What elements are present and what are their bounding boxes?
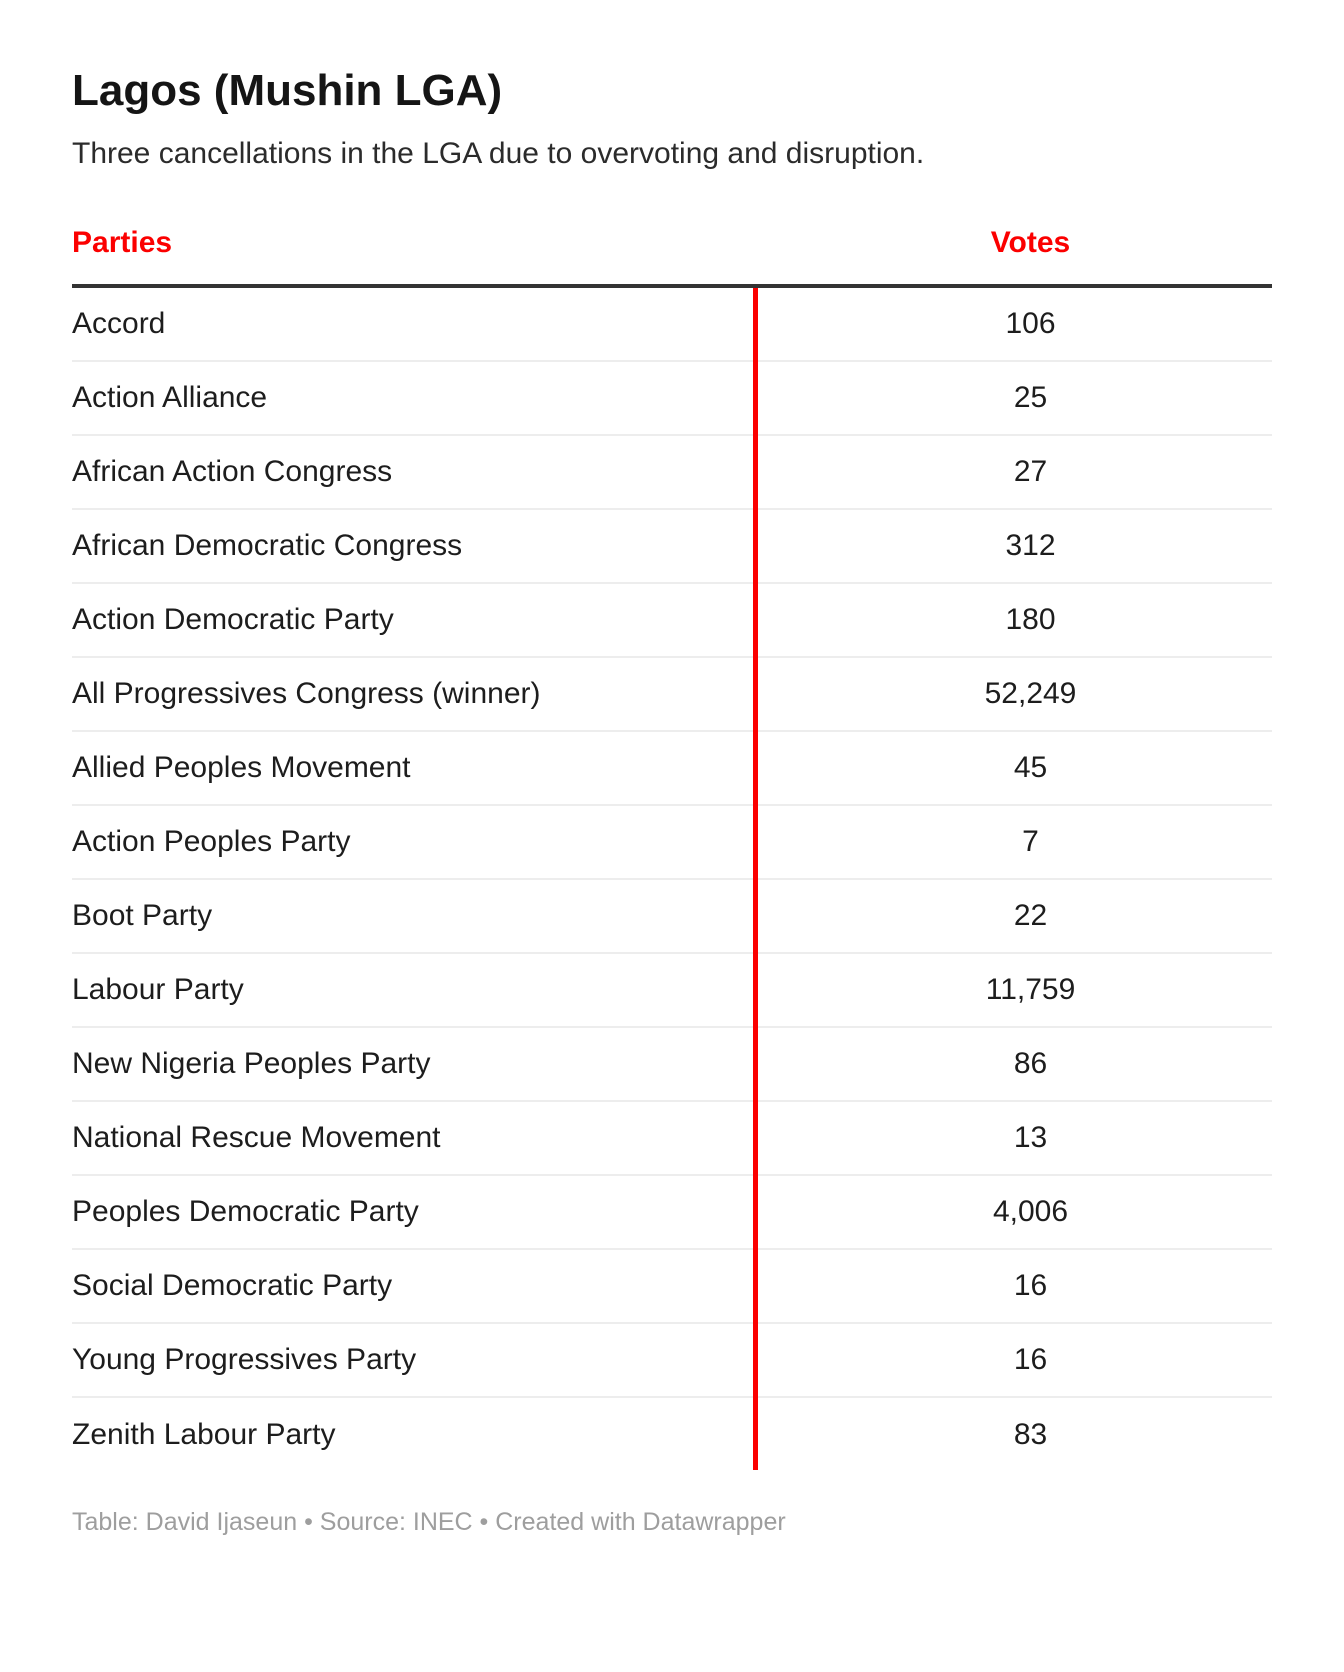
party-name-cell: National Rescue Movement [72, 1121, 441, 1154]
votes-value-cell: 25 [1013, 381, 1048, 414]
votes-value-cell: 22 [1013, 899, 1048, 932]
votes-value-cell: 16 [1013, 1269, 1048, 1302]
table-row [72, 658, 1272, 732]
table-row [72, 510, 1272, 584]
page-title: Lagos (Mushin LGA) [72, 66, 503, 115]
column-separator-line [753, 288, 758, 1470]
votes-value-cell: 7 [1022, 825, 1039, 858]
votes-value-cell: 180 [1005, 603, 1056, 636]
table-row [72, 1176, 1272, 1250]
table-row [72, 954, 1272, 1028]
table-column-headers [72, 225, 1272, 261]
party-name-cell: All Progressives Congress (winner) [72, 677, 541, 710]
table-row [72, 362, 1272, 436]
party-name-cell: Young Progressives Party [72, 1343, 417, 1376]
party-name-cell: New Nigeria Peoples Party [72, 1047, 431, 1080]
column-header-votes: Votes [990, 226, 1071, 259]
party-name-cell: Zenith Labour Party [72, 1418, 336, 1451]
votes-value-cell: 312 [1005, 529, 1056, 562]
table-row [72, 806, 1272, 880]
table-row [72, 1102, 1272, 1176]
results-table [72, 284, 1272, 1472]
votes-value-cell: 52,249 [984, 677, 1077, 710]
datawrapper-table-page [0, 64, 1344, 1672]
party-name-cell: Accord [72, 307, 166, 340]
table-row [72, 1398, 1272, 1472]
party-name-cell: Action Democratic Party [72, 603, 394, 636]
table-credit: Table: David Ijaseun • Source: INEC • Created with Datawrapper [72, 1508, 786, 1536]
table-body [72, 288, 1272, 1472]
party-name-cell: Social Democratic Party [72, 1269, 393, 1302]
table-row [72, 1028, 1272, 1102]
votes-value-cell: 45 [1013, 751, 1048, 784]
column-header-parties: Parties [72, 226, 173, 259]
party-name-cell: African Democratic Congress [72, 529, 463, 562]
page-subtitle: Three cancellations in the LGA due to overvoting and disruption. [72, 137, 925, 170]
party-name-cell: African Action Congress [72, 455, 393, 488]
party-name-cell: Allied Peoples Movement [72, 751, 411, 784]
votes-value-cell: 106 [1005, 307, 1056, 340]
votes-value-cell: 86 [1013, 1047, 1048, 1080]
votes-value-cell: 16 [1013, 1343, 1048, 1376]
party-name-cell: Boot Party [72, 899, 213, 932]
votes-value-cell: 13 [1013, 1121, 1048, 1154]
table-row [72, 1324, 1272, 1398]
table-row [72, 436, 1272, 510]
party-name-cell: Action Peoples Party [72, 825, 351, 858]
table-row [72, 288, 1272, 362]
votes-value-cell: 27 [1013, 455, 1048, 488]
party-name-cell: Labour Party [72, 973, 244, 1006]
table-row [72, 1250, 1272, 1324]
votes-value-cell: 4,006 [992, 1195, 1069, 1228]
table-row [72, 732, 1272, 806]
party-name-cell: Action Alliance [72, 381, 268, 414]
votes-value-cell: 83 [1013, 1418, 1048, 1451]
table-row [72, 584, 1272, 658]
votes-value-cell: 11,759 [985, 973, 1076, 1006]
party-name-cell: Peoples Democratic Party [72, 1195, 419, 1228]
table-row [72, 880, 1272, 954]
